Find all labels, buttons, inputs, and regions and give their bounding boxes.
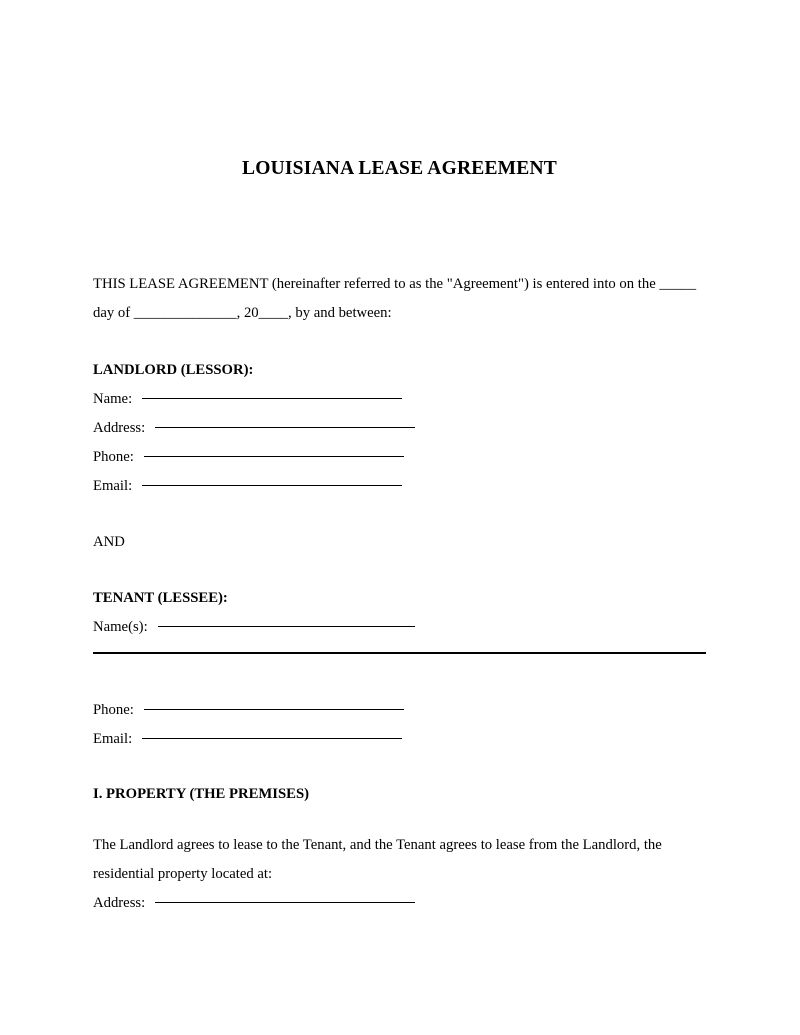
- property-address-blank[interactable]: [155, 902, 415, 903]
- tenant-names-field[interactable]: [93, 613, 706, 642]
- landlord-email-blank[interactable]: [142, 485, 402, 486]
- intro-paragraph: THIS LEASE AGREEMENT (hereinafter referred to as the "Agreement") is entered into on the _____ day of ______________, 20____, by and between:: [93, 276, 697, 322]
- conjunction-and: AND: [93, 534, 125, 551]
- tenant-names-blank[interactable]: [158, 626, 415, 627]
- landlord-email-label: Email:: [93, 478, 133, 495]
- tenant-phone-blank[interactable]: [144, 709, 404, 710]
- document-content: [93, 0, 706, 918]
- landlord-phone-blank[interactable]: [144, 456, 404, 457]
- tenant-section-heading: TENANT (LESSEE):: [93, 590, 228, 607]
- property-address-label: Address:: [93, 895, 146, 912]
- landlord-name-blank[interactable]: [142, 398, 402, 399]
- page-title: LOUISIANA LEASE AGREEMENT: [242, 158, 557, 179]
- tenant-phone-label: Phone:: [93, 702, 134, 719]
- landlord-phone-field[interactable]: [93, 443, 706, 472]
- property-section-heading: I. PROPERTY (THE PREMISES): [93, 786, 310, 803]
- landlord-address-blank[interactable]: [155, 427, 415, 428]
- landlord-name-field[interactable]: [93, 385, 706, 414]
- tenant-email-field[interactable]: [93, 725, 706, 754]
- tenant-email-label: Email:: [93, 731, 133, 748]
- tenant-names-label: Name(s):: [93, 619, 148, 636]
- landlord-name-label: Name:: [93, 391, 133, 408]
- property-paragraph: The Landlord agrees to lease to the Tenant, and the Tenant agrees to lease from the Landlord, the residential property located at:: [93, 837, 662, 883]
- spacer: [93, 809, 706, 831]
- spacer: [93, 654, 706, 696]
- tenant-phone-field[interactable]: [93, 696, 706, 725]
- landlord-email-field[interactable]: [93, 472, 706, 501]
- tenant-email-blank[interactable]: [142, 738, 402, 739]
- landlord-address-label: Address:: [93, 420, 146, 437]
- landlord-phone-label: Phone:: [93, 449, 134, 466]
- landlord-section-heading: LANDLORD (LESSOR):: [93, 362, 254, 379]
- property-address-field[interactable]: [93, 889, 706, 918]
- landlord-address-field[interactable]: [93, 414, 706, 443]
